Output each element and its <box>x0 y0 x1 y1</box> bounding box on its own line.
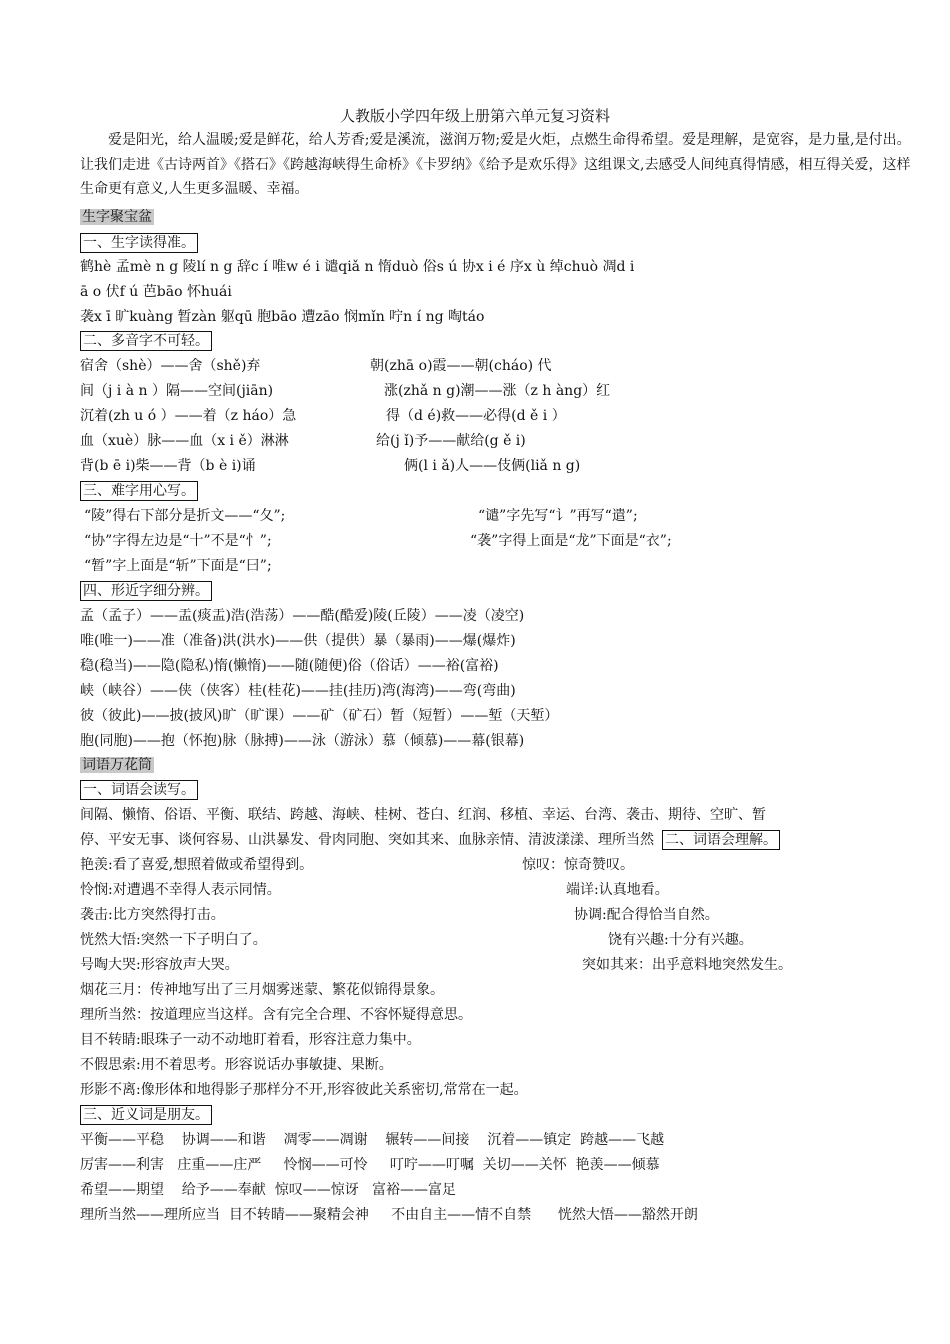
section-heading-characters <box>80 205 154 230</box>
polyphone-row: 背(b ē i)柴——背（b è i)诵 <box>80 458 256 474</box>
word-list-line-2 <box>80 828 780 853</box>
word-meaning: 号啕大哭:形容放声大哭。 <box>80 957 239 973</box>
polyphone-row: 涨(zhǎ n g)潮——涨（z h àng）红 <box>384 383 611 399</box>
word-list-line-1: 间隔、懒惰、俗语、平衡、联结、跨越、海峡、桂树、苍白、红润、移植、幸运、台湾、袭击、期待、空旷、暂 <box>80 807 766 823</box>
word-meaning: 突如其来：出乎意料地突然发生。 <box>582 957 792 973</box>
polyphone-row: 给(j ǐ)予——献给(g ě i) <box>376 433 526 449</box>
word-meaning-full: 不假思索:用不着思考。形容说话办事敏捷、果断。 <box>80 1057 393 1073</box>
boxed-heading: 三、难字用心写。 <box>80 481 198 501</box>
synonym-row: 平衡——平稳 协调——和谐 凋零——凋谢 辗转——间接 沉着——镇定 跨越——飞越 <box>80 1132 665 1148</box>
section-label: 词语万花筒 <box>82 757 152 773</box>
word-meaning: 艳羡:看了喜爱,想照着做或希望得到。 <box>80 857 314 873</box>
polyphone-row: 得（d é)救——必得(d ě i ） <box>386 408 566 424</box>
heading-similar-chars <box>80 579 212 604</box>
pinyin-line-1: 鹤hè 孟mè n g 陵lí n g 辞c í 唯w é i 谴qiǎ n 惰duò 俗s ú 协x i é 序x ù 绰chuò 凋d i <box>80 259 635 275</box>
boxed-heading: 二、多音字不可轻。 <box>80 331 212 351</box>
synonym-row: 希望——期望 给予——奉献 惊叹——惊讶 富裕——富足 <box>80 1182 457 1198</box>
pinyin-line-2: ā o 伏f ú 芭bāo 怀huái <box>80 284 232 300</box>
section-label: 生字聚宝盆 <box>82 209 152 225</box>
word-meaning: 协调:配合得恰当自然。 <box>574 907 719 923</box>
word-meaning: 端详:认真地看。 <box>566 882 669 898</box>
boxed-heading: 二、词语会理解。 <box>662 830 780 850</box>
boxed-heading: 一、词语会读写。 <box>80 780 198 800</box>
word-meaning-full: 烟花三月：传神地写出了三月烟雾迷蒙、繁花似锦得景象。 <box>80 982 444 998</box>
heading-word-read <box>80 778 198 803</box>
similar-char-row: 唯(唯一)——准（准备)洪(洪水)——供（提供）暴（暴雨)——爆(爆炸) <box>80 633 516 649</box>
word-meaning: 惊叹：惊奇赞叹。 <box>522 857 634 873</box>
heading-hard-chars <box>80 479 198 504</box>
doc-title: 人教版小学四年级上册第六单元复习资料 <box>339 107 610 125</box>
synonym-row: 理所当然——理所应当 目不转睛——聚精会神 不由自主——情不自禁 恍然大悟——豁然开朗 <box>80 1207 698 1223</box>
polyphone-row: 沉着(zh u ó ）——着（z háo）急 <box>80 408 297 424</box>
word-meaning: 饶有兴趣:十分有兴趣。 <box>608 932 753 948</box>
similar-char-row: 峡（峡谷）——侠（侠客）桂(桂花)——挂(挂历)湾(海湾)——弯(弯曲) <box>80 683 516 699</box>
word-meaning-full: 目不转睛:眼珠子一动不动地盯着看，形容注意力集中。 <box>80 1032 421 1048</box>
pinyin-line-3: 袭x ī 旷kuàng 暂zàn 躯qū 胞bāo 遭zāo 悯mǐn 咛n í ng 啕táo <box>80 309 485 325</box>
word-meaning: 怜悯:对遭遇不幸得人表示同情。 <box>80 882 281 898</box>
similar-char-row: 彼（彼此)——披(披风)旷（旷课）——矿（矿石）暂（短暂）——堑（天堑） <box>80 708 559 724</box>
intro-paragraph: 爱是阳光，给人温暖;爱是鲜花，给人芳香;爱是溪流，滋润万物;爱是火炬，点燃生命得希望。爱是理解，是宽容，是力量,是付出。让我们走进《古诗两首》《搭石》《跨越海峡得生命桥》《卡罗纳》《给予是欢乐得》这组课文,去感受人间纯真得情感，相互得关爱，这样生命更有意义,人生更多温暖、幸福。 <box>80 132 911 198</box>
boxed-heading: 三、近义词是朋友。 <box>80 1105 212 1125</box>
polyphone-row: 俩(l i ǎ)人——伎俩(liǎ n g) <box>404 458 581 474</box>
hard-char-note: “谴”字先写“讠”再写“遣”; <box>478 508 638 524</box>
heading-read <box>80 231 198 256</box>
word-meaning: 恍然大悟:突然一下子明白了。 <box>80 932 267 948</box>
hard-char-note: “陵”得右下部分是折文——“夂”; <box>84 508 286 524</box>
heading-synonyms <box>80 1103 212 1128</box>
boxed-heading: 四、形近字细分辨。 <box>80 581 212 601</box>
hard-char-note: “协”字得左边是“十”不是“忄”; <box>84 533 272 549</box>
word-meaning-full: 形影不离:像形体和地得影子那样分不开,形容彼此关系密切,常常在一起。 <box>80 1082 528 1098</box>
synonym-row: 厉害——利害 庄重——庄严 怜悯——可怜 叮咛——叮嘱 关切——关怀 艳羡——倾慕 <box>80 1157 660 1173</box>
boxed-heading: 一、生字读得准。 <box>80 233 198 253</box>
hard-char-note: “袭”字得上面是“龙”下面是“衣”; <box>470 533 672 549</box>
word-meaning: 袭击:比方突然得打击。 <box>80 907 225 923</box>
similar-char-row: 胞(同胞)——抱（怀抱)脉（脉搏)——泳（游泳）慕（倾慕)——幕(银幕) <box>80 733 525 749</box>
polyphone-row: 间（j i à n ）隔——空间(jiān) <box>80 383 274 399</box>
heading-polyphone <box>80 329 212 354</box>
word-list-text: 停、平安无事、谈何容易、山洪暴发、骨肉同胞、突如其来、血脉亲情、清波漾漾、理所当然 <box>80 832 654 848</box>
similar-char-row: 孟（孟子）——盂(痰盂)浩(浩荡）——酷(酷爱)陵(丘陵）——凌（凌空) <box>80 608 525 624</box>
similar-char-row: 稳(稳当)——隐(隐私)惰(懒惰)——随(随便)俗（俗话）——裕(富裕) <box>80 658 499 674</box>
polyphone-row: 血（xuè）脉——血（x i ě）淋淋 <box>80 433 289 449</box>
hard-char-note: “暂”字上面是“斩”下面是“曰”; <box>84 558 272 574</box>
section-heading-words <box>80 753 154 778</box>
word-meaning-full: 理所当然：按道理应当这样。含有完全合理、不容怀疑得意思。 <box>80 1007 472 1023</box>
polyphone-row: 朝(zhā o)霞——朝(cháo) 代 <box>370 358 552 374</box>
polyphone-row: 宿舍（shè）——舍（shě)弃 <box>80 358 261 374</box>
